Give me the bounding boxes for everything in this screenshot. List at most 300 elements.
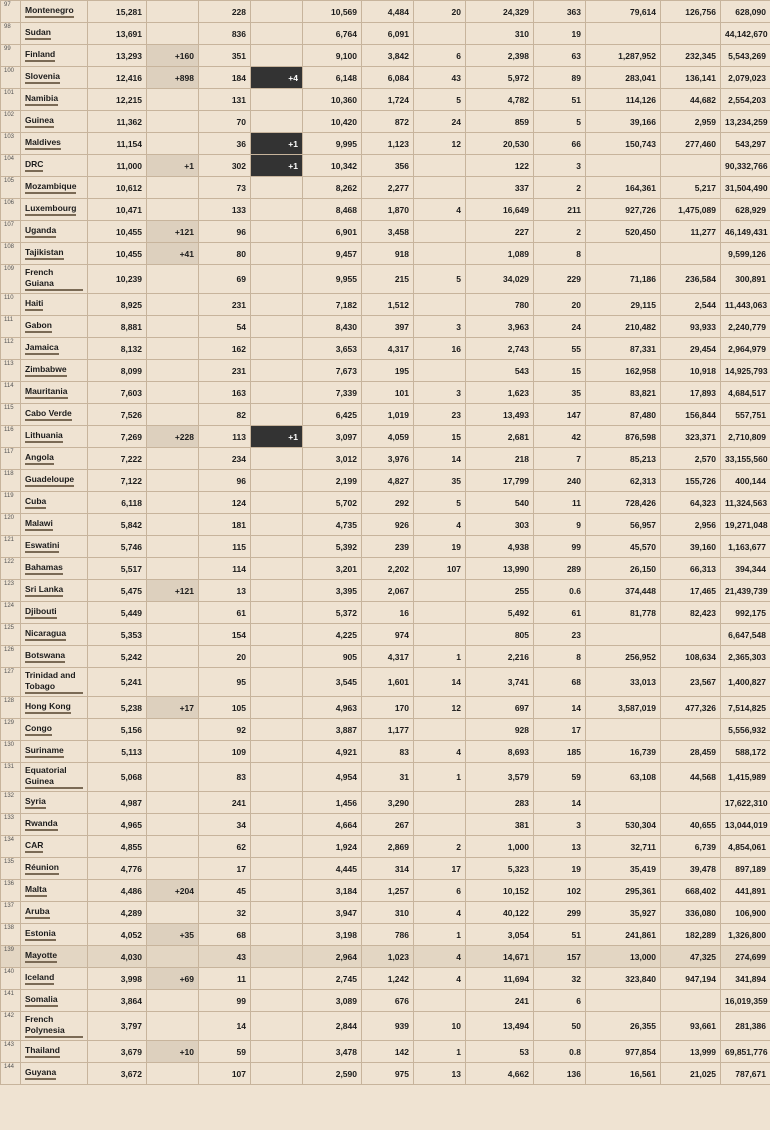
serious-critical-cell <box>414 155 466 177</box>
total-deaths-cell: 80 <box>199 243 251 265</box>
active-cases-cell: 1,123 <box>362 133 414 155</box>
table-row <box>1 836 770 858</box>
population-cell: 628,090 <box>721 1 770 23</box>
total-recovered-cell: 3,478 <box>303 1041 362 1063</box>
country-cell <box>21 514 88 536</box>
new-cases-cell <box>147 492 199 514</box>
population-cell: 588,172 <box>721 741 770 763</box>
population-cell: 5,543,269 <box>721 45 770 67</box>
table-row <box>1 602 770 624</box>
country-link[interactable]: Suriname <box>25 745 64 758</box>
cases-per-million-cell: 16,649 <box>466 199 534 221</box>
new-deaths-cell: +4 <box>251 67 303 89</box>
total-tests-cell: 29,115 <box>586 294 661 316</box>
total-tests-cell: 977,854 <box>586 1041 661 1063</box>
deaths-per-million-cell: 5 <box>534 111 586 133</box>
country-link[interactable]: Somalia <box>25 994 58 1007</box>
population-cell: 2,554,203 <box>721 89 770 111</box>
tests-per-million-cell: 156,844 <box>661 404 721 426</box>
country-link[interactable]: CAR <box>25 840 43 853</box>
tests-per-million-cell: 11,277 <box>661 221 721 243</box>
population-cell: 274,699 <box>721 946 770 968</box>
total-deaths-cell: 131 <box>199 89 251 111</box>
new-deaths-cell <box>251 243 303 265</box>
new-deaths-cell <box>251 514 303 536</box>
serious-critical-cell: 1 <box>414 646 466 668</box>
total-cases-cell: 11,154 <box>88 133 147 155</box>
country-link[interactable]: Botswana <box>25 650 65 663</box>
serious-critical-cell: 5 <box>414 492 466 514</box>
total-recovered-cell: 3,395 <box>303 580 362 602</box>
rank-cell: 135 <box>1 858 21 880</box>
total-tests-cell: 32,711 <box>586 836 661 858</box>
country-cell <box>21 902 88 924</box>
country-link[interactable]: Cuba <box>25 496 46 509</box>
deaths-per-million-cell: 8 <box>534 243 586 265</box>
active-cases-cell: 292 <box>362 492 414 514</box>
active-cases-cell: 939 <box>362 1012 414 1041</box>
population-cell: 992,175 <box>721 602 770 624</box>
country-link[interactable]: Cabo Verde <box>25 408 72 421</box>
active-cases-cell: 16 <box>362 602 414 624</box>
rank-cell: 131 <box>1 763 21 792</box>
new-cases-cell <box>147 646 199 668</box>
population-cell: 19,271,048 <box>721 514 770 536</box>
country-link[interactable]: Guyana <box>25 1067 56 1080</box>
table-row <box>1 902 770 924</box>
country-link[interactable]: Mayotte <box>25 950 57 963</box>
country-link[interactable]: Tajikistan <box>25 247 64 260</box>
cases-per-million-cell: 13,493 <box>466 404 534 426</box>
country-link[interactable]: Angola <box>25 452 54 465</box>
total-recovered-cell: 2,590 <box>303 1063 362 1085</box>
total-recovered-cell: 8,468 <box>303 199 362 221</box>
deaths-per-million-cell: 13 <box>534 836 586 858</box>
total-deaths-cell: 115 <box>199 536 251 558</box>
total-recovered-cell: 10,342 <box>303 155 362 177</box>
serious-critical-cell: 12 <box>414 697 466 719</box>
total-deaths-cell: 163 <box>199 382 251 404</box>
country-link[interactable]: Malta <box>25 884 47 897</box>
total-tests-cell: 3,587,019 <box>586 697 661 719</box>
active-cases-cell: 3,976 <box>362 448 414 470</box>
new-cases-cell: +17 <box>147 697 199 719</box>
cases-per-million-cell: 10,152 <box>466 880 534 902</box>
total-deaths-cell: 114 <box>199 558 251 580</box>
cases-per-million-cell: 122 <box>466 155 534 177</box>
deaths-per-million-cell: 55 <box>534 338 586 360</box>
cases-per-million-cell: 337 <box>466 177 534 199</box>
cases-per-million-cell: 310 <box>466 23 534 45</box>
country-link[interactable]: Namibia <box>25 93 58 106</box>
country-cell <box>21 45 88 67</box>
country-link[interactable]: Congo <box>25 723 52 736</box>
country-link[interactable]: DRC <box>25 159 43 172</box>
country-link[interactable]: Aruba <box>25 906 50 919</box>
country-link[interactable]: Bahamas <box>25 562 63 575</box>
country-cell <box>21 1 88 23</box>
new-cases-cell <box>147 946 199 968</box>
country-link[interactable]: French Polynesia <box>25 1014 83 1038</box>
tests-per-million-cell: 336,080 <box>661 902 721 924</box>
cases-per-million-cell: 805 <box>466 624 534 646</box>
table-row <box>1 199 770 221</box>
deaths-per-million-cell: 63 <box>534 45 586 67</box>
country-link[interactable]: Mauritania <box>25 386 68 399</box>
country-link[interactable]: Gabon <box>25 320 52 333</box>
country-link[interactable]: Djibouti <box>25 606 57 619</box>
tests-per-million-cell: 17,893 <box>661 382 721 404</box>
deaths-per-million-cell: 19 <box>534 23 586 45</box>
country-link[interactable]: Syria <box>25 796 46 809</box>
new-cases-cell <box>147 265 199 294</box>
new-cases-cell <box>147 177 199 199</box>
deaths-per-million-cell: 157 <box>534 946 586 968</box>
new-deaths-cell <box>251 492 303 514</box>
country-cell <box>21 1041 88 1063</box>
active-cases-cell: 3,842 <box>362 45 414 67</box>
country-link[interactable]: Réunion <box>25 862 59 875</box>
cases-per-million-cell: 2,398 <box>466 45 534 67</box>
active-cases-cell: 1,242 <box>362 968 414 990</box>
serious-critical-cell: 4 <box>414 199 466 221</box>
total-deaths-cell: 54 <box>199 316 251 338</box>
total-tests-cell: 927,726 <box>586 199 661 221</box>
active-cases-cell: 1,019 <box>362 404 414 426</box>
country-link[interactable]: Guadeloupe <box>25 474 74 487</box>
country-link[interactable]: Guinea <box>25 115 54 128</box>
total-recovered-cell: 5,372 <box>303 602 362 624</box>
total-recovered-cell: 6,425 <box>303 404 362 426</box>
total-tests-cell: 63,108 <box>586 763 661 792</box>
deaths-per-million-cell: 3 <box>534 155 586 177</box>
country-link[interactable]: Jamaica <box>25 342 59 355</box>
population-cell: 1,400,827 <box>721 668 770 697</box>
cases-per-million-cell: 4,782 <box>466 89 534 111</box>
country-link[interactable]: Slovenia <box>25 71 60 84</box>
total-cases-cell: 4,965 <box>88 814 147 836</box>
deaths-per-million-cell: 14 <box>534 697 586 719</box>
new-cases-cell: +35 <box>147 924 199 946</box>
country-link[interactable]: Zimbabwe <box>25 364 67 377</box>
total-recovered-cell: 3,089 <box>303 990 362 1012</box>
total-recovered-cell: 9,100 <box>303 45 362 67</box>
total-deaths-cell: 61 <box>199 602 251 624</box>
tests-per-million-cell: 64,323 <box>661 492 721 514</box>
table-row <box>1 880 770 902</box>
country-link[interactable]: French Guiana <box>25 267 83 291</box>
total-deaths-cell: 105 <box>199 697 251 719</box>
new-deaths-cell <box>251 199 303 221</box>
serious-critical-cell: 5 <box>414 265 466 294</box>
serious-critical-cell: 43 <box>414 67 466 89</box>
active-cases-cell: 926 <box>362 514 414 536</box>
rank-cell: 139 <box>1 946 21 968</box>
active-cases-cell: 1,870 <box>362 199 414 221</box>
new-deaths-cell <box>251 382 303 404</box>
tests-per-million-cell: 1,475,089 <box>661 199 721 221</box>
country-link[interactable]: Nicaragua <box>25 628 66 641</box>
deaths-per-million-cell: 51 <box>534 924 586 946</box>
active-cases-cell: 1,257 <box>362 880 414 902</box>
rank-cell: 119 <box>1 492 21 514</box>
tests-per-million-cell: 47,325 <box>661 946 721 968</box>
rank-cell: 136 <box>1 880 21 902</box>
country-link[interactable]: Sudan <box>25 27 51 40</box>
population-cell: 17,622,310 <box>721 792 770 814</box>
active-cases-cell: 872 <box>362 111 414 133</box>
total-recovered-cell: 9,995 <box>303 133 362 155</box>
total-tests-cell: 56,957 <box>586 514 661 536</box>
total-deaths-cell: 95 <box>199 668 251 697</box>
country-link[interactable]: Lithuania <box>25 430 63 443</box>
tests-per-million-cell: 93,933 <box>661 316 721 338</box>
rank-cell: 112 <box>1 338 21 360</box>
active-cases-cell: 267 <box>362 814 414 836</box>
country-link[interactable]: Eswatini <box>25 540 59 553</box>
table-row <box>1 946 770 968</box>
tests-per-million-cell: 155,726 <box>661 470 721 492</box>
population-cell: 897,189 <box>721 858 770 880</box>
country-link[interactable]: Iceland <box>25 972 54 985</box>
rank-cell: 106 <box>1 199 21 221</box>
country-cell <box>21 924 88 946</box>
new-deaths-cell <box>251 338 303 360</box>
rank-cell: 140 <box>1 968 21 990</box>
total-cases-cell: 3,679 <box>88 1041 147 1063</box>
country-cell <box>21 89 88 111</box>
country-cell <box>21 316 88 338</box>
country-link[interactable]: Uganda <box>25 225 56 238</box>
country-cell <box>21 814 88 836</box>
total-tests-cell: 164,361 <box>586 177 661 199</box>
total-recovered-cell: 3,012 <box>303 448 362 470</box>
total-deaths-cell: 351 <box>199 45 251 67</box>
rank-cell: 109 <box>1 265 21 294</box>
new-cases-cell: +41 <box>147 243 199 265</box>
new-cases-cell: +10 <box>147 1041 199 1063</box>
tests-per-million-cell <box>661 624 721 646</box>
new-deaths-cell <box>251 624 303 646</box>
total-recovered-cell: 4,954 <box>303 763 362 792</box>
population-cell: 9,599,126 <box>721 243 770 265</box>
total-tests-cell: 323,840 <box>586 968 661 990</box>
serious-critical-cell: 35 <box>414 470 466 492</box>
total-tests-cell <box>586 719 661 741</box>
cases-per-million-cell: 13,494 <box>466 1012 534 1041</box>
population-cell: 543,297 <box>721 133 770 155</box>
country-link[interactable]: Montenegro <box>25 5 74 18</box>
deaths-per-million-cell: 6 <box>534 990 586 1012</box>
active-cases-cell: 4,059 <box>362 426 414 448</box>
table-row <box>1 470 770 492</box>
table-row <box>1 668 770 697</box>
cases-per-million-cell: 697 <box>466 697 534 719</box>
rank-cell: 116 <box>1 426 21 448</box>
active-cases-cell: 142 <box>362 1041 414 1063</box>
total-deaths-cell: 133 <box>199 199 251 221</box>
total-deaths-cell: 13 <box>199 580 251 602</box>
tests-per-million-cell: 39,160 <box>661 536 721 558</box>
active-cases-cell: 195 <box>362 360 414 382</box>
total-tests-cell: 150,743 <box>586 133 661 155</box>
total-cases-cell: 5,156 <box>88 719 147 741</box>
deaths-per-million-cell: 11 <box>534 492 586 514</box>
new-deaths-cell <box>251 968 303 990</box>
total-tests-cell <box>586 990 661 1012</box>
country-cell <box>21 624 88 646</box>
country-link[interactable]: Rwanda <box>25 818 58 831</box>
total-cases-cell: 4,289 <box>88 902 147 924</box>
total-cases-cell: 3,998 <box>88 968 147 990</box>
country-link[interactable]: Hong Kong <box>25 701 71 714</box>
total-deaths-cell: 70 <box>199 111 251 133</box>
total-cases-cell: 7,603 <box>88 382 147 404</box>
cases-per-million-cell: 5,323 <box>466 858 534 880</box>
active-cases-cell: 4,317 <box>362 646 414 668</box>
deaths-per-million-cell: 363 <box>534 1 586 23</box>
total-deaths-cell: 43 <box>199 946 251 968</box>
active-cases-cell: 314 <box>362 858 414 880</box>
rank-cell: 108 <box>1 243 21 265</box>
total-tests-cell: 83,821 <box>586 382 661 404</box>
country-link[interactable]: Maldives <box>25 137 61 150</box>
active-cases-cell: 310 <box>362 902 414 924</box>
total-cases-cell: 8,132 <box>88 338 147 360</box>
rank-cell: 97 <box>1 1 21 23</box>
total-tests-cell: 26,150 <box>586 558 661 580</box>
total-deaths-cell: 228 <box>199 1 251 23</box>
active-cases-cell: 975 <box>362 1063 414 1085</box>
country-cell <box>21 221 88 243</box>
active-cases-cell: 6,084 <box>362 67 414 89</box>
cases-per-million-cell: 2,681 <box>466 426 534 448</box>
active-cases-cell: 215 <box>362 265 414 294</box>
population-cell: 31,504,490 <box>721 177 770 199</box>
rank-cell: 138 <box>1 924 21 946</box>
country-link[interactable]: Luxembourg <box>25 203 76 216</box>
total-tests-cell <box>586 243 661 265</box>
total-tests-cell: 85,213 <box>586 448 661 470</box>
cases-per-million-cell: 17,799 <box>466 470 534 492</box>
total-cases-cell: 7,269 <box>88 426 147 448</box>
total-cases-cell: 10,239 <box>88 265 147 294</box>
total-recovered-cell: 3,653 <box>303 338 362 360</box>
country-link[interactable]: Trinidad and Tobago <box>25 670 83 694</box>
new-deaths-cell <box>251 294 303 316</box>
deaths-per-million-cell: 61 <box>534 602 586 624</box>
serious-critical-cell: 4 <box>414 946 466 968</box>
cases-per-million-cell: 20,530 <box>466 133 534 155</box>
rank-cell: 103 <box>1 133 21 155</box>
total-tests-cell <box>586 155 661 177</box>
total-deaths-cell: 234 <box>199 448 251 470</box>
country-link[interactable]: Malawi <box>25 518 53 531</box>
new-cases-cell <box>147 792 199 814</box>
total-recovered-cell: 4,963 <box>303 697 362 719</box>
total-cases-cell: 5,113 <box>88 741 147 763</box>
country-link[interactable]: Equatorial Guinea <box>25 765 83 789</box>
new-deaths-cell <box>251 990 303 1012</box>
cases-per-million-cell: 3,054 <box>466 924 534 946</box>
table-row <box>1 792 770 814</box>
new-cases-cell <box>147 294 199 316</box>
tests-per-million-cell <box>661 23 721 45</box>
total-tests-cell: 1,287,952 <box>586 45 661 67</box>
population-cell: 7,514,825 <box>721 697 770 719</box>
new-cases-cell <box>147 404 199 426</box>
total-tests-cell: 374,448 <box>586 580 661 602</box>
deaths-per-million-cell: 23 <box>534 624 586 646</box>
total-cases-cell: 10,612 <box>88 177 147 199</box>
cases-per-million-cell: 3,963 <box>466 316 534 338</box>
new-deaths-cell <box>251 177 303 199</box>
rank-cell: 107 <box>1 221 21 243</box>
table-row <box>1 221 770 243</box>
cases-per-million-cell: 4,938 <box>466 536 534 558</box>
table-row <box>1 111 770 133</box>
total-recovered-cell: 9,457 <box>303 243 362 265</box>
new-deaths-cell <box>251 858 303 880</box>
new-cases-cell <box>147 558 199 580</box>
total-tests-cell: 35,927 <box>586 902 661 924</box>
table-row <box>1 741 770 763</box>
population-cell: 14,925,793 <box>721 360 770 382</box>
country-link[interactable]: Haiti <box>25 298 43 311</box>
population-cell: 21,439,739 <box>721 580 770 602</box>
total-tests-cell: 87,480 <box>586 404 661 426</box>
country-cell <box>21 792 88 814</box>
tests-per-million-cell: 5,217 <box>661 177 721 199</box>
country-link[interactable]: Sri Lanka <box>25 584 63 597</box>
table-row <box>1 45 770 67</box>
total-recovered-cell: 3,545 <box>303 668 362 697</box>
country-cell <box>21 836 88 858</box>
deaths-per-million-cell: 35 <box>534 382 586 404</box>
deaths-per-million-cell: 9 <box>534 514 586 536</box>
rank-cell: 134 <box>1 836 21 858</box>
cases-per-million-cell: 3,741 <box>466 668 534 697</box>
new-deaths-cell <box>251 792 303 814</box>
country-link[interactable]: Estonia <box>25 928 56 941</box>
rank-cell: 143 <box>1 1041 21 1063</box>
country-link[interactable]: Mozambique <box>25 181 76 194</box>
rank-cell: 128 <box>1 697 21 719</box>
rank-cell: 132 <box>1 792 21 814</box>
population-cell: 1,415,989 <box>721 763 770 792</box>
deaths-per-million-cell: 7 <box>534 448 586 470</box>
serious-critical-cell: 13 <box>414 1063 466 1085</box>
deaths-per-million-cell: 42 <box>534 426 586 448</box>
total-recovered-cell: 3,947 <box>303 902 362 924</box>
total-deaths-cell: 69 <box>199 265 251 294</box>
rank-cell: 99 <box>1 45 21 67</box>
serious-critical-cell: 1 <box>414 924 466 946</box>
serious-critical-cell <box>414 243 466 265</box>
new-cases-cell <box>147 858 199 880</box>
total-cases-cell: 5,238 <box>88 697 147 719</box>
new-deaths-cell <box>251 89 303 111</box>
deaths-per-million-cell: 136 <box>534 1063 586 1085</box>
new-deaths-cell: +1 <box>251 133 303 155</box>
cases-per-million-cell: 2,216 <box>466 646 534 668</box>
total-deaths-cell: 96 <box>199 221 251 243</box>
deaths-per-million-cell: 51 <box>534 89 586 111</box>
cases-per-million-cell: 2,743 <box>466 338 534 360</box>
country-link[interactable]: Thailand <box>25 1045 60 1058</box>
country-link[interactable]: Finland <box>25 49 55 62</box>
new-cases-cell <box>147 602 199 624</box>
